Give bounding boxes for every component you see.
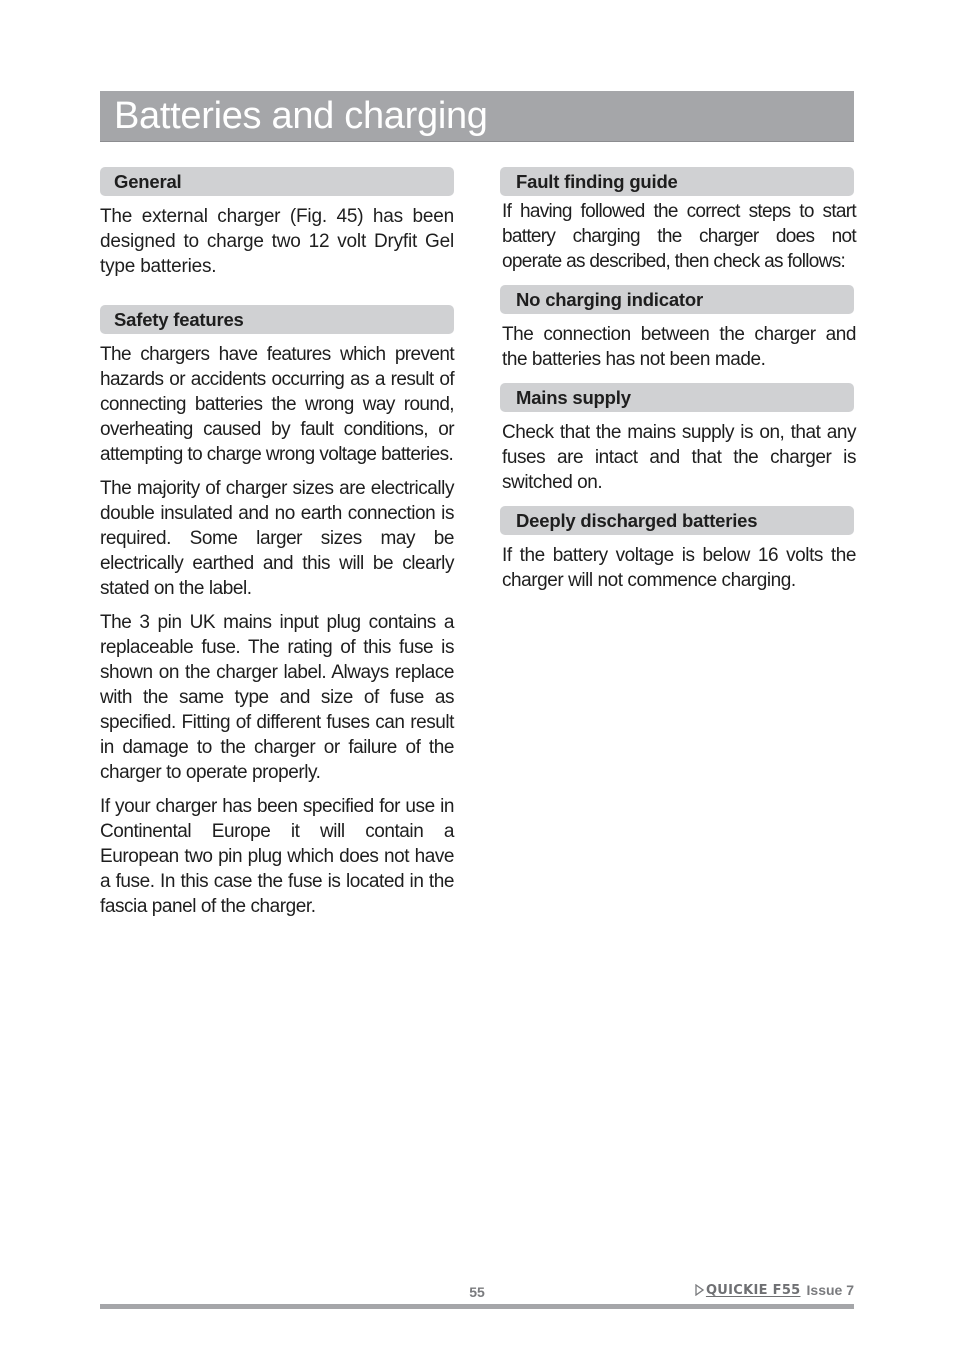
section-heading-mains-supply: Mains supply bbox=[500, 383, 854, 412]
page-title: Batteries and charging bbox=[114, 95, 488, 137]
footer-divider bbox=[100, 1304, 854, 1309]
safety-paragraph-2: The majority of charger sizes are electrically double insulated and no earth connection is required. Some larger sizes may be electrically earthed and this will be clearly stated on the label. bbox=[100, 478, 454, 599]
safety-paragraph-3: The 3 pin UK mains input plug contains a replaceable fuse. The rating of this fuse is shown on the charger label. Always replace with the same type and size of fuse as specified. Fitting of different fuses can result in damage to the charger or failure of the charger to operate properly. bbox=[100, 612, 454, 783]
triangle-arrow-icon bbox=[695, 1284, 704, 1296]
footer-brand bbox=[695, 1282, 854, 1298]
discharged-paragraph-1: If the battery voltage is below 16 volts the charger will not commence charging. bbox=[502, 545, 856, 591]
page-title-bar bbox=[100, 91, 854, 142]
page-number: 55 bbox=[469, 1284, 485, 1300]
mains-paragraph-1: Check that the mains supply is on, that any fuses are intact and that the charger is switched on. bbox=[502, 422, 856, 493]
fault-paragraph-1: If having followed the correct steps to start battery charging the charger does not operate as described, then check as follows: bbox=[502, 201, 856, 272]
section-heading-fault-finding-guide: Fault finding guide bbox=[500, 167, 854, 196]
general-paragraph-1: The external charger (Fig. 45) has been designed to charge two 12 volt Dryfit Gel type batteries. bbox=[100, 206, 454, 277]
left-column bbox=[100, 167, 454, 919]
section-heading-safety-features: Safety features bbox=[100, 305, 454, 334]
safety-paragraph-1: The chargers have features which prevent hazards or accidents occurring as a result of connecting batteries the wrong way round, overheating caused by fault conditions, or attempting to charge wrong voltage batteries. bbox=[100, 344, 454, 465]
no-indicator-paragraph-1: The connection between the charger and the batteries has not been made. bbox=[502, 324, 856, 370]
section-heading-deeply-discharged-batteries: Deeply discharged batteries bbox=[500, 506, 854, 535]
section-heading-general: General bbox=[100, 167, 454, 196]
section-heading-no-charging-indicator: No charging indicator bbox=[500, 285, 854, 314]
safety-paragraph-4: If your charger has been specified for use in Continental Europe it will contain a European two pin plug which does not have a fuse. In this case the fuse is located in the fascia panel of the charger. bbox=[100, 796, 454, 917]
right-column bbox=[500, 167, 854, 593]
brand-name: QUICKIE F55 bbox=[705, 1282, 801, 1298]
issue-label: Issue 7 bbox=[806, 1282, 854, 1298]
